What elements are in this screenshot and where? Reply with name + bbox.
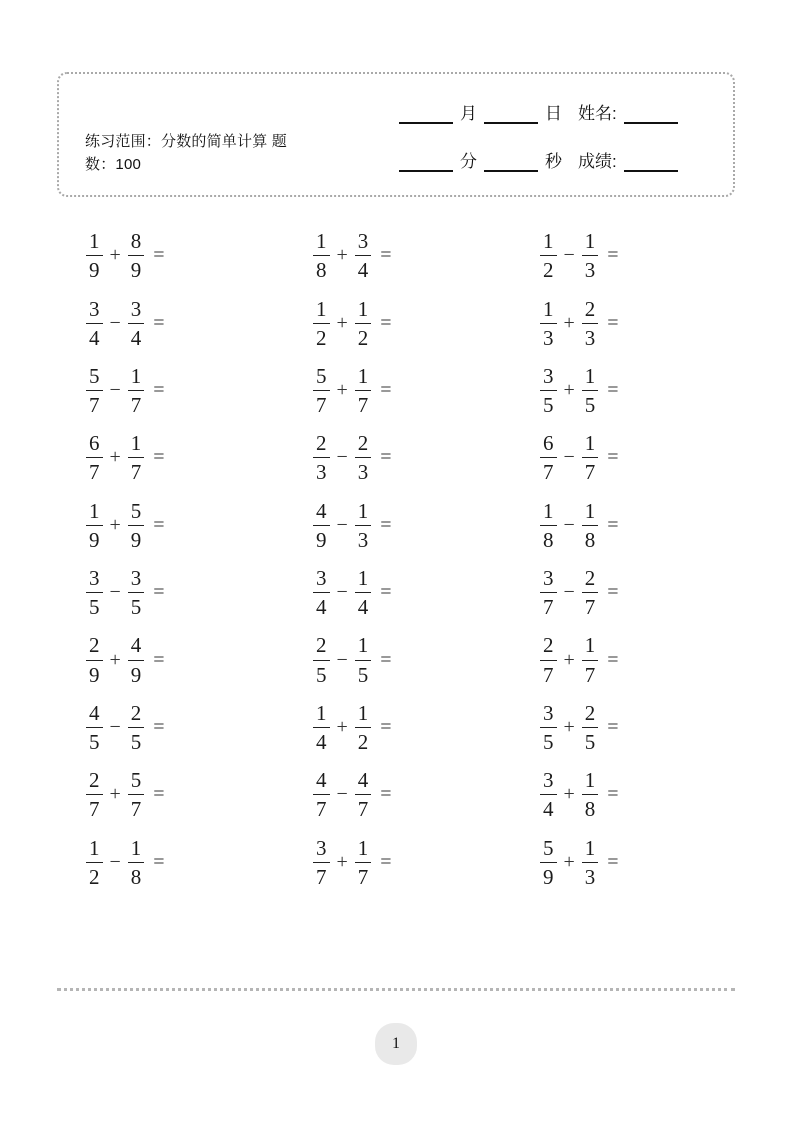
first-denominator: 9 [316,527,327,552]
equals-sign: = [380,446,392,469]
first-numerator: 1 [313,702,330,728]
second-fraction [128,230,145,281]
first-fraction [86,230,103,281]
operator-sign: + [563,715,575,738]
fraction-problem [540,626,767,693]
equals-sign: = [153,783,165,806]
equals-sign: = [153,378,165,401]
first-denominator: 7 [316,392,327,417]
second-denominator: 3 [584,864,596,889]
equals-sign: = [153,648,165,671]
operator-sign: + [109,513,121,536]
fraction-problem [540,222,767,289]
first-numerator: 3 [540,365,557,391]
equals-sign: = [380,715,392,738]
fraction-problem [540,492,767,559]
time-score-row [399,148,729,172]
fraction-problem [86,357,313,424]
second-denominator: 4 [130,325,142,350]
operator-sign: + [109,244,121,267]
page-number-badge [375,1023,417,1065]
first-numerator: 1 [313,230,330,256]
first-denominator: 7 [89,392,100,417]
first-numerator: 2 [313,634,330,660]
fraction-problem [313,761,540,828]
second-fraction [128,432,145,483]
second-fraction [355,365,372,416]
first-fraction [313,432,330,483]
equals-sign: = [607,446,619,469]
second-numerator: 1 [582,230,599,256]
first-denominator: 4 [543,797,554,822]
first-numerator: 3 [86,567,103,593]
second-fraction [128,634,145,685]
operator-sign: − [563,446,575,469]
equals-sign: = [153,513,165,536]
first-fraction [86,432,103,483]
first-numerator: 3 [540,702,557,728]
operator-sign: + [109,446,121,469]
worksheet-header-box [57,72,735,197]
second-denominator: 7 [357,392,369,417]
fraction-problem [313,829,540,896]
equals-sign: = [380,244,392,267]
month-blank-line [399,100,453,124]
operator-sign: − [336,446,348,469]
first-numerator: 1 [313,298,330,324]
first-numerator: 1 [86,837,103,863]
fraction-problem [313,424,540,491]
first-denominator: 4 [89,325,100,350]
equals-sign: = [607,244,619,267]
second-numerator: 2 [355,432,372,458]
second-fraction [582,837,599,888]
second-fraction [128,837,145,888]
first-fraction [86,837,103,888]
first-denominator: 7 [89,797,100,822]
operator-sign: + [336,244,348,267]
first-denominator: 3 [316,460,327,485]
footer-dotted-divider [57,988,735,991]
second-fraction [355,230,372,281]
first-fraction [86,365,103,416]
second-numerator: 1 [582,500,599,526]
first-fraction [313,769,330,820]
first-numerator: 4 [86,702,103,728]
fraction-problem [540,761,767,828]
operator-sign: − [336,783,348,806]
first-fraction [86,500,103,551]
second-numerator: 5 [128,500,145,526]
first-denominator: 9 [89,662,100,687]
first-denominator: 7 [543,595,554,620]
second-denominator: 5 [357,662,369,687]
second-denominator: 9 [130,258,142,283]
second-fraction [128,365,145,416]
equals-sign: = [607,850,619,873]
fraction-problem [540,289,767,356]
second-denominator: 7 [584,460,596,485]
second-denominator: 5 [584,392,596,417]
first-fraction [313,634,330,685]
operator-sign: + [336,378,348,401]
operator-sign: − [336,648,348,671]
second-fraction [128,500,145,551]
second-numerator: 1 [582,837,599,863]
first-fraction [313,702,330,753]
operator-sign: + [563,648,575,671]
first-numerator: 2 [540,634,557,660]
equals-sign: = [380,783,392,806]
second-denominator: 5 [130,595,142,620]
second-denominator: 2 [357,729,369,754]
fraction-problem [540,559,767,626]
first-numerator: 4 [313,500,330,526]
first-numerator: 5 [313,365,330,391]
month-label: 月 [460,103,477,123]
second-fraction [582,230,599,281]
fraction-problem [313,492,540,559]
first-numerator: 3 [313,567,330,593]
second-fraction [128,567,145,618]
second-numerator: 1 [128,432,145,458]
first-numerator: 1 [540,298,557,324]
second-numerator: 1 [355,500,372,526]
first-denominator: 9 [89,258,100,283]
first-denominator: 7 [543,460,554,485]
first-fraction [313,298,330,349]
second-numerator: 1 [355,702,372,728]
second-denominator: 3 [584,325,596,350]
equals-sign: = [607,311,619,334]
second-numerator: 2 [128,702,145,728]
first-denominator: 5 [543,729,554,754]
operator-sign: − [336,581,348,604]
fraction-problem [313,222,540,289]
name-label: 姓名: [578,103,617,123]
first-fraction [540,634,557,685]
second-fraction [582,567,599,618]
second-numerator: 1 [355,634,372,660]
fraction-problem [86,424,313,491]
second-fraction [355,567,372,618]
second-denominator: 8 [130,864,142,889]
second-blank-line [484,148,538,172]
second-denominator: 4 [357,595,369,620]
second-fraction [128,769,145,820]
second-numerator: 4 [128,634,145,660]
second-denominator: 7 [130,797,142,822]
first-denominator: 5 [316,662,327,687]
equals-sign: = [153,311,165,334]
first-denominator: 5 [89,595,100,620]
first-numerator: 3 [540,769,557,795]
second-numerator: 8 [128,230,145,256]
first-fraction [86,634,103,685]
second-denominator: 3 [357,460,369,485]
equals-sign: = [607,783,619,806]
first-numerator: 3 [86,298,103,324]
first-denominator: 4 [316,595,327,620]
fraction-problem [313,626,540,693]
second-denominator: 2 [357,325,369,350]
second-fraction [355,500,372,551]
second-denominator: 7 [584,662,596,687]
score-blank-line [624,148,678,172]
first-denominator: 2 [316,325,327,350]
operator-sign: − [563,513,575,536]
second-numerator: 2 [582,567,599,593]
second-numerator: 1 [355,837,372,863]
first-numerator: 6 [540,432,557,458]
day-label: 日 [545,103,562,123]
operator-sign: − [563,581,575,604]
score-label: 成绩: [578,151,617,171]
first-fraction [540,567,557,618]
first-denominator: 7 [316,797,327,822]
second-denominator: 5 [584,729,596,754]
operator-sign: + [336,311,348,334]
equals-sign: = [607,378,619,401]
second-numerator: 3 [355,230,372,256]
first-fraction [540,837,557,888]
first-denominator: 2 [543,258,554,283]
second-numerator: 3 [128,567,145,593]
first-fraction [86,769,103,820]
first-fraction [86,298,103,349]
second-numerator: 1 [128,365,145,391]
practice-scope-text: 练习范围：分数的简单计算 题数：100 [85,133,287,174]
equals-sign: = [380,513,392,536]
second-numerator: 4 [355,769,372,795]
first-numerator: 5 [540,837,557,863]
second-fraction [355,837,372,888]
fraction-problem [540,829,767,896]
first-fraction [86,702,103,753]
first-fraction [313,365,330,416]
second-numerator: 3 [128,298,145,324]
second-denominator: 7 [130,392,142,417]
first-fraction [540,432,557,483]
second-numerator: 1 [582,769,599,795]
second-fraction [582,432,599,483]
first-numerator: 1 [540,500,557,526]
minute-label: 分 [460,151,477,171]
equals-sign: = [380,311,392,334]
first-denominator: 8 [543,527,554,552]
operator-sign: + [336,850,348,873]
first-fraction [313,500,330,551]
fraction-problem [540,694,767,761]
first-numerator: 4 [313,769,330,795]
problems-grid [0,222,793,896]
second-denominator: 7 [130,460,142,485]
second-denominator: 9 [130,662,142,687]
header-fill-in-fields [399,100,729,196]
second-fraction [355,769,372,820]
fraction-problem [313,559,540,626]
second-numerator: 1 [355,567,372,593]
operator-sign: − [109,715,121,738]
second-denominator: 7 [357,864,369,889]
second-fraction [128,702,145,753]
second-denominator: 3 [357,527,369,552]
first-numerator: 2 [313,432,330,458]
fraction-problem [86,829,313,896]
first-denominator: 7 [543,662,554,687]
fraction-problem [313,357,540,424]
date-name-row [399,100,729,124]
fraction-problem [86,492,313,559]
minute-blank-line [399,148,453,172]
second-fraction [355,298,372,349]
second-fraction [355,634,372,685]
operator-sign: + [563,311,575,334]
second-fraction [582,298,599,349]
equals-sign: = [607,648,619,671]
operator-sign: + [563,378,575,401]
second-fraction [582,500,599,551]
second-denominator: 8 [584,797,596,822]
equals-sign: = [153,446,165,469]
first-denominator: 5 [543,392,554,417]
first-denominator: 8 [316,258,327,283]
second-numerator: 1 [582,634,599,660]
first-denominator: 2 [89,864,100,889]
second-denominator: 9 [130,527,142,552]
second-numerator: 1 [582,365,599,391]
first-denominator: 9 [543,864,554,889]
first-denominator: 7 [316,864,327,889]
operator-sign: + [336,715,348,738]
first-denominator: 3 [543,325,554,350]
first-denominator: 4 [316,729,327,754]
second-denominator: 8 [584,527,596,552]
equals-sign: = [380,378,392,401]
page-number: 1 [392,1035,400,1052]
first-fraction [540,365,557,416]
fraction-problem [86,222,313,289]
first-numerator: 1 [86,500,103,526]
operator-sign: − [336,513,348,536]
equals-sign: = [380,581,392,604]
equals-sign: = [153,581,165,604]
second-fraction [582,365,599,416]
first-numerator: 5 [86,365,103,391]
first-numerator: 2 [86,769,103,795]
fraction-problem [313,289,540,356]
first-numerator: 2 [86,634,103,660]
fraction-problem [540,424,767,491]
second-fraction [355,432,372,483]
operator-sign: − [563,244,575,267]
first-numerator: 3 [540,567,557,593]
operator-sign: − [109,311,121,334]
fraction-problem [86,694,313,761]
first-fraction [540,230,557,281]
second-fraction [582,769,599,820]
second-numerator: 1 [355,365,372,391]
first-fraction [540,702,557,753]
second-numerator: 5 [128,769,145,795]
equals-sign: = [607,513,619,536]
second-denominator: 7 [357,797,369,822]
day-blank-line [484,100,538,124]
first-fraction [540,298,557,349]
first-numerator: 6 [86,432,103,458]
fraction-problem [86,626,313,693]
second-fraction [582,702,599,753]
operator-sign: − [109,378,121,401]
second-numerator: 1 [355,298,372,324]
operator-sign: + [563,850,575,873]
first-denominator: 9 [89,527,100,552]
first-denominator: 5 [89,729,100,754]
second-fraction [582,634,599,685]
second-denominator: 3 [584,258,596,283]
first-numerator: 3 [313,837,330,863]
second-numerator: 1 [128,837,145,863]
name-blank-line [624,100,678,124]
first-numerator: 1 [86,230,103,256]
equals-sign: = [607,581,619,604]
operator-sign: + [109,648,121,671]
second-denominator: 7 [584,595,596,620]
second-numerator: 2 [582,298,599,324]
second-label: 秒 [545,151,562,171]
second-numerator: 1 [582,432,599,458]
second-numerator: 2 [582,702,599,728]
operator-sign: + [109,783,121,806]
fraction-problem [313,694,540,761]
first-fraction [540,769,557,820]
equals-sign: = [153,850,165,873]
equals-sign: = [153,244,165,267]
second-denominator: 4 [357,258,369,283]
equals-sign: = [380,850,392,873]
equals-sign: = [380,648,392,671]
first-fraction [86,567,103,618]
equals-sign: = [607,715,619,738]
second-fraction [128,298,145,349]
first-numerator: 1 [540,230,557,256]
operator-sign: + [563,783,575,806]
first-fraction [313,230,330,281]
first-fraction [540,500,557,551]
fraction-problem [540,357,767,424]
first-fraction [313,567,330,618]
fraction-problem [86,559,313,626]
first-denominator: 7 [89,460,100,485]
fraction-problem [86,761,313,828]
operator-sign: − [109,581,121,604]
equals-sign: = [153,715,165,738]
fraction-problem [86,289,313,356]
second-fraction [355,702,372,753]
first-fraction [313,837,330,888]
operator-sign: − [109,850,121,873]
second-denominator: 5 [130,729,142,754]
